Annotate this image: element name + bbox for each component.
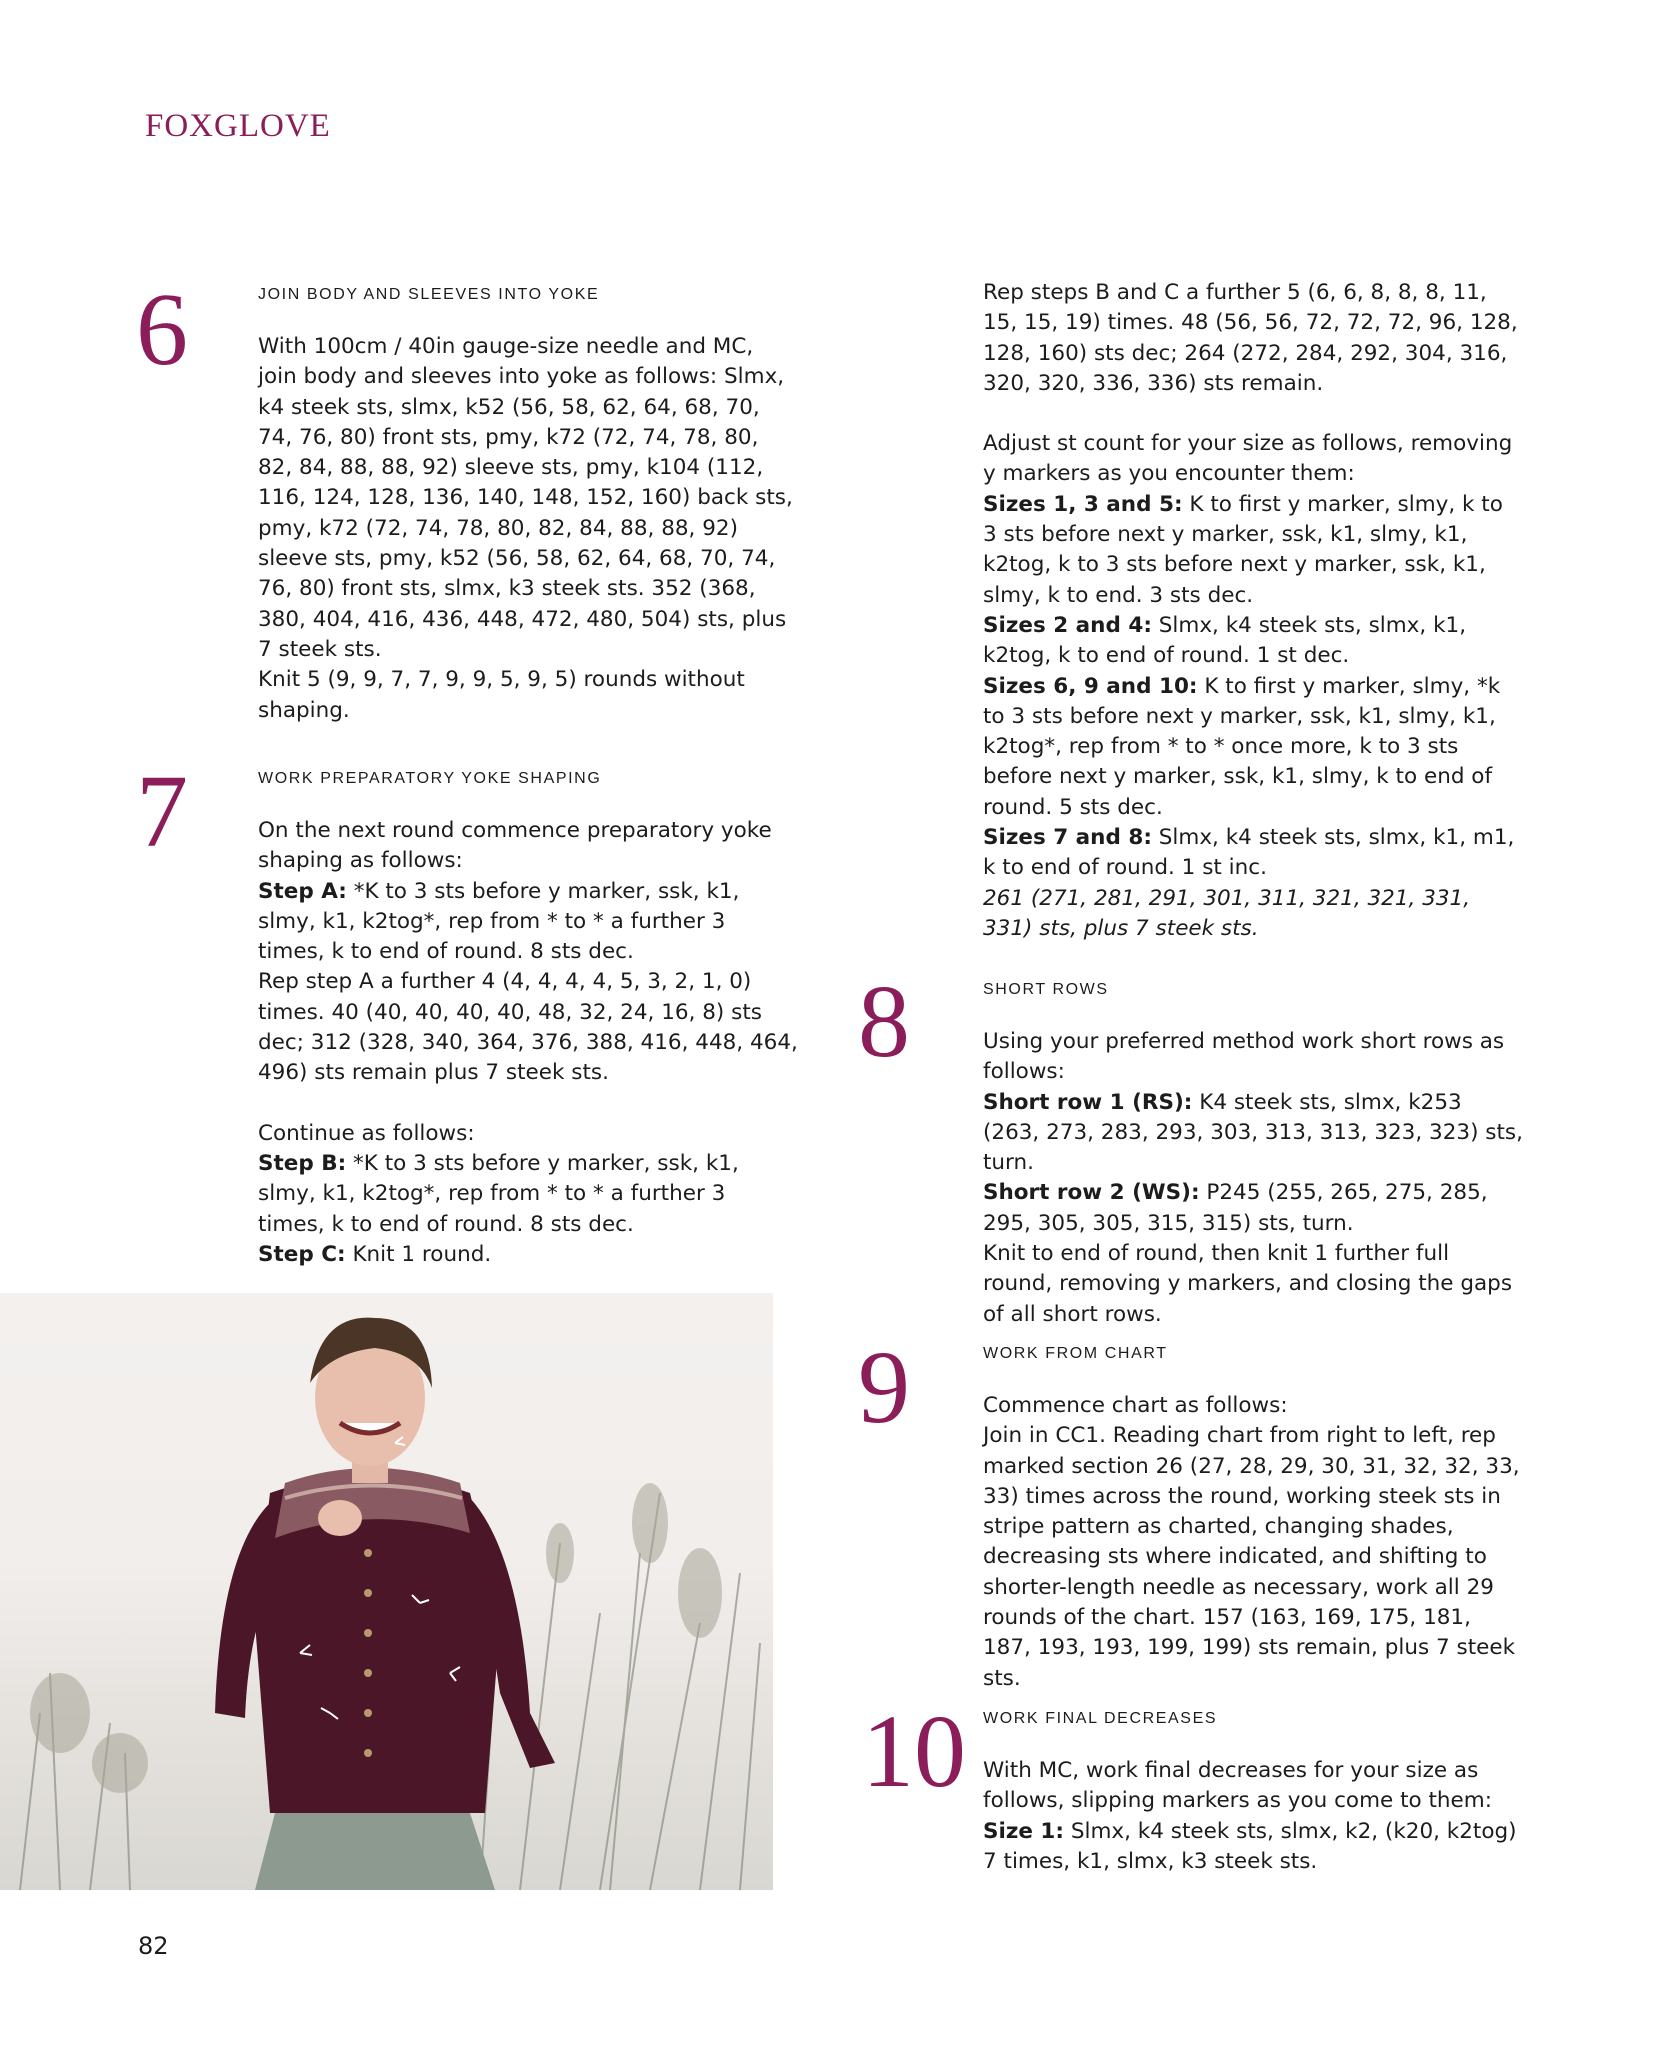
step-number: 9: [858, 1330, 910, 1445]
step-c-label: Step C:: [258, 1241, 346, 1267]
step-c-body: Knit 1 round.: [345, 1241, 492, 1267]
step-text: With 100cm / 40in gauge-size needle and MC, join body and sleeves into yoke as follows: Slmx, k4 steek sts, slmx, k52 (56, 58, 62, 64, 68, 70, 74, 76, 80) front sts, pmy, k72 (72, 74, 78, 80, 82, 84, 88, 88, 92) sleeve sts, pmy, k104 (112, 116, 124, 128, 136, 140, 148, 152, 160) back sts, pmy, k72 (72, 74, 78, 80, 82, 84, 88, 88, 92) sleeve sts, pmy, k52 (56, 58, 62, 64, 68, 70, 74, 76, 80) front sts, slmx, k3 steek sts. 352 (368, 380, 404, 416, 436, 448, 472, 480, 504) sts, plus 7 steek sts.: [258, 334, 793, 662]
step-text: Commence chart as follows:: [983, 1393, 1288, 1418]
page-header-title: FOXGLOVE: [145, 108, 331, 144]
step-a-body: *K to 3 sts before y marker, ssk, k1, slmy, k1, k2tog*, rep from * to * a further 3 times, k to end of round. 8 sts dec.: [258, 878, 740, 965]
photo-illustration: [0, 1293, 773, 1890]
step-text: Knit to end of round, then knit 1 further full round, removing y markers, and closing the gaps of all short rows.: [983, 1241, 1513, 1327]
step-text: Rep steps B and C a further 5 (6, 6, 8, 8, 8, 11, 15, 15, 19) times. 48 (56, 56, 72, 72, 72, 96, 128, 128, 160) sts dec; 264 (272, 284, 292, 304, 316, 320, 320, 336, 336) sts remain.: [983, 280, 1518, 396]
step-heading: JOIN BODY AND SLEEVES INTO YOKE: [258, 286, 600, 303]
step-text: On the next round commence preparatory yoke shaping as follows:: [258, 818, 772, 874]
page-number: 82: [138, 1932, 169, 1960]
step-text: With MC, work final decreases for your size as follows, slipping markers as you come to them:: [983, 1758, 1492, 1814]
step-text: Knit 5 (9, 9, 7, 7, 9, 9, 5, 9, 5) rounds without shaping.: [258, 667, 745, 723]
step-heading: WORK FROM CHART: [983, 1345, 1168, 1362]
step-number: 7: [136, 754, 188, 869]
sizes-78-label: Sizes 7 and 8:: [983, 825, 1152, 851]
sizes-135-label: Sizes 1, 3 and 5:: [983, 491, 1183, 517]
sizes-6910-label: Sizes 6, 9 and 10:: [983, 673, 1198, 699]
step-text: Join in CC1. Reading chart from right to left, rep marked section 26 (27, 28, 29, 30, 31, 32, 32, 33, 33) times across the round, working steek sts in stripe pattern as charted, changing shades, decreasing sts where indicated, and shifting to shorter-length needle as necessary, work all 29 rounds of the chart. 157 (163, 169, 175, 181, 187, 193, 193, 199, 199) sts remain, plus 7 steek sts.: [983, 1423, 1520, 1691]
sizes-6910-body: K to first y marker, slmy, *k to 3 sts before next y marker, ssk, k1, slmy, k1, k2tog*, rep from * to * once more, k to 3 sts before next y marker, ssk, k1, slmy, k to end of round. 5 sts dec.: [983, 673, 1501, 820]
step-7-continued: [983, 278, 1523, 944]
step-c-text: [258, 1240, 798, 1270]
step-a-label: Step A:: [258, 878, 347, 904]
sizes-6910-text: [983, 672, 1523, 823]
sizes-78-body: Slmx, k4 steek sts, slmx, k1, m1, k to end of round. 1 st inc.: [983, 825, 1515, 881]
step-a-text: [258, 877, 798, 968]
sizes-24-body: Slmx, k4 steek sts, slmx, k1, k2tog, k to end of round. 1 st dec.: [983, 612, 1467, 669]
step-heading: WORK FINAL DECREASES: [983, 1710, 1218, 1727]
sizes-24-label: Sizes 2 and 4:: [983, 612, 1152, 638]
step-b-text: [258, 1149, 798, 1240]
sizes-24-text: [983, 611, 1523, 672]
step-text: Rep step A a further 4 (4, 4, 4, 4, 5, 3, 2, 1, 0) times. 40 (40, 40, 40, 40, 48, 32, 24, 16, 8) sts dec; 312 (328, 340, 364, 376, 388, 416, 448, 464, 496) sts remain plus 7 steek sts.: [258, 969, 798, 1086]
sizes-78-text: [983, 823, 1523, 884]
short-row-1: [983, 1088, 1523, 1179]
short-row-2: [983, 1178, 1523, 1239]
step-heading: SHORT ROWS: [983, 981, 1109, 998]
step-number: 6: [136, 272, 188, 387]
short-row-1-body: K4 steek sts, slmx, k253 (263, 273, 283, 293, 303, 313, 313, 323, 323) sts, turn.: [983, 1089, 1523, 1176]
step-b-label: Step B:: [258, 1150, 347, 1176]
short-row-2-body: P245 (255, 265, 275, 285, 295, 305, 305, 315, 315) sts, turn.: [983, 1180, 1488, 1236]
step-number: 8: [858, 964, 910, 1079]
step-b-body: *K to 3 sts before y marker, ssk, k1, slmy, k1, k2tog*, rep from * to * a further 3 times, k to end of round. 8 sts dec.: [258, 1150, 739, 1237]
model-photo: [0, 1293, 773, 1890]
short-row-1-label: Short row 1 (RS):: [983, 1089, 1193, 1115]
step-text: Using your preferred method work short rows as follows:: [983, 1029, 1505, 1085]
short-row-2-label: Short row 2 (WS):: [983, 1180, 1200, 1206]
step-text: Continue as follows:: [258, 1120, 475, 1146]
step-text: Adjust st count for your size as follows, removing y markers as you encounter them:: [983, 431, 1513, 487]
size-1-label: Size 1:: [983, 1818, 1064, 1844]
sizes-135-text: [983, 490, 1523, 611]
step-number: 10: [862, 1694, 966, 1809]
size-1-body: Slmx, k4 steek sts, slmx, k2, (k20, k2tog) 7 times, k1, slmx, k3 steek sts.: [983, 1818, 1517, 1874]
sizes-135-body: K to first y marker, slmy, k to 3 sts before next y marker, ssk, k1, slmy, k1, k2tog, k to 3 sts before next y marker, ssk, k1, slmy, k to end. 3 sts dec.: [983, 491, 1503, 608]
step-heading: WORK PREPARATORY YOKE SHAPING: [258, 770, 602, 787]
step-total: 261 (271, 281, 291, 301, 311, 321, 321, 331, 331) sts, plus 7 steek sts.: [983, 885, 1471, 941]
size-1-text: [983, 1817, 1523, 1878]
